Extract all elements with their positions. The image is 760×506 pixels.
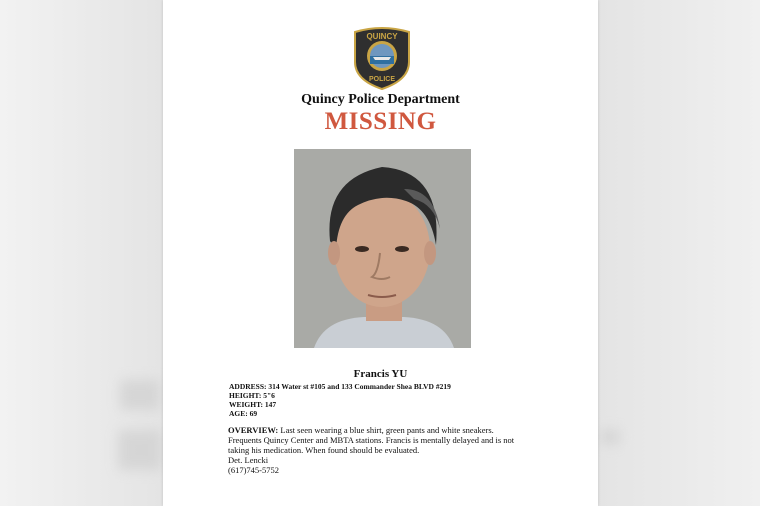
person-name: Francis YU — [353, 368, 408, 380]
overview-line: Frequents Quincy Center and MBTA stations. Francis is mentally delayed and is not — [228, 435, 515, 445]
background-ghost-text — [118, 430, 162, 470]
detail-height: HEIGHT: 5"6 — [229, 391, 275, 400]
missing-headline: MISSING — [324, 108, 437, 135]
background-ghost-text — [120, 380, 160, 410]
svg-text:POLICE: POLICE — [368, 76, 396, 83]
svg-text:QUINCY: QUINCY — [366, 32, 398, 41]
background-right — [598, 0, 760, 506]
department-name: Quincy Police Department — [301, 92, 460, 107]
contact-info — [228, 455, 279, 475]
police-badge-logo — [351, 26, 413, 90]
detail-weight: WEIGHT: 147 — [229, 400, 277, 409]
overview-line: taking his medication. When found should be evaluated. — [228, 445, 420, 455]
overview-section — [228, 425, 528, 455]
contact-phone: (617)745-5752 — [228, 465, 279, 475]
person-details — [229, 382, 451, 418]
overview-label: OVERVIEW: — [228, 425, 279, 435]
overview-line: OVERVIEW: Last seen wearing a blue shirt, green pants and white sneakers. — [228, 425, 494, 435]
person-photo — [294, 149, 471, 348]
missing-poster — [163, 0, 598, 506]
background-ghost-text — [600, 430, 620, 444]
detail-age: AGE: 69 — [229, 409, 258, 418]
detail-address: ADDRESS: 314 Water st #105 and 133 Commander Shea BLVD #219 — [229, 382, 451, 391]
contact-name: Det. Lencki — [228, 455, 269, 465]
